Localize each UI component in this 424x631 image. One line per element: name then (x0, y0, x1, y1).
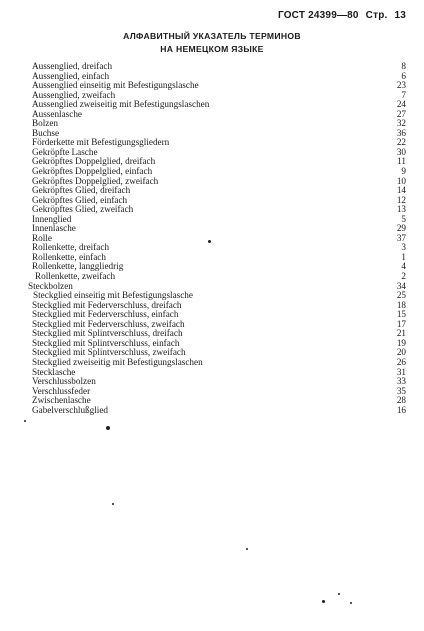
term-name: Steckglied zweiseitig mit Befestigungslaschen (32, 356, 203, 367)
index-title-line-1: АЛФАВИТНЫЙ УКАЗАТЕЛЬ ТЕРМИНОВ (123, 31, 301, 41)
term-name: Rollenkette, einfach (32, 251, 106, 262)
term-name: Steckglied mit Federverschluss, einfach (32, 309, 179, 320)
term-name: Steckglied einseitig mit Befestigungslasche (33, 290, 193, 301)
term-page-number: 9 (401, 166, 406, 177)
term-entry (32, 272, 406, 282)
term-name: Steckbolzen (28, 280, 73, 291)
term-page-number: 11 (397, 156, 406, 167)
term-page-number: 4 (401, 261, 406, 272)
term-page-number: 6 (401, 70, 406, 81)
term-page-number: 26 (396, 356, 406, 367)
term-entry (32, 119, 406, 129)
scan-speck (106, 426, 110, 430)
term-page-number: 16 (396, 404, 406, 415)
term-name: Stecklasche (32, 366, 76, 377)
term-entry (32, 110, 406, 120)
term-name: Steckglied mit Splintverschluss, einfach (32, 337, 180, 348)
term-name: Rollenkette, dreifach (32, 242, 110, 253)
term-name: Aussenglied, zweifach (32, 89, 116, 100)
scan-speck (322, 600, 325, 603)
term-page-number: 19 (396, 337, 406, 348)
term-page-number: 15 (396, 309, 406, 320)
term-name: Rolle (32, 232, 52, 243)
term-page-number: 22 (396, 137, 406, 148)
term-name: Verschlussfeder (32, 385, 91, 396)
term-entry (32, 100, 406, 110)
term-page-number: 27 (396, 108, 406, 119)
term-index-list (28, 61, 406, 415)
term-page-number: 2 (401, 271, 406, 282)
term-name: Gekröpftes Glied, zweifach (32, 204, 134, 215)
term-page-number: 5 (401, 213, 406, 224)
term-entry (32, 205, 406, 215)
term-page-number: 12 (396, 194, 406, 205)
term-entry (32, 406, 406, 416)
page-label: Стр. (365, 10, 388, 21)
term-page-number: 25 (396, 290, 406, 301)
term-name: Rollenkette, zweifach (35, 271, 116, 282)
term-name: Gekröpftes Doppelglied, dreifach (32, 156, 156, 167)
term-page-number: 20 (396, 347, 406, 358)
term-page-number: 29 (396, 223, 406, 234)
term-name: Aussenglied, dreifach (32, 61, 113, 71)
scan-speck (246, 548, 248, 550)
term-name: Gabelverschlußglied (32, 404, 109, 415)
scan-speck (338, 593, 340, 595)
term-page-number: 33 (396, 376, 406, 387)
term-page-number: 21 (396, 328, 406, 339)
term-page-number: 3 (401, 242, 406, 253)
page-header (274, 10, 406, 21)
term-name: Gekröpftes Doppelglied, einfach (32, 166, 153, 177)
term-name: Steckglied mit Splintverschluss, zweifach (32, 347, 186, 358)
term-page-number: 35 (396, 385, 406, 396)
term-name: Aussenglied zweiseitig mit Befestigungslaschen (32, 99, 210, 110)
term-page-number: 28 (396, 395, 406, 406)
index-title-line-2: НА НЕМЕЦКОМ ЯЗЫКЕ (160, 44, 264, 54)
term-name: Bolzen (32, 118, 59, 129)
page-number: 13 (394, 10, 406, 21)
scan-speck (112, 503, 114, 505)
term-entry (32, 215, 406, 225)
term-page-number: 37 (396, 232, 406, 243)
term-name: Innenglied (32, 213, 72, 224)
term-page-number: 10 (396, 175, 406, 186)
scan-speck (24, 420, 26, 422)
term-page-number: 8 (401, 61, 406, 71)
term-name: Steckglied mit Federverschluss, zweifach (32, 318, 185, 329)
term-name: Zwischenlasche (32, 395, 91, 406)
term-page-number: 18 (396, 299, 406, 310)
scan-speck (350, 602, 352, 604)
term-page-number: 17 (396, 318, 406, 329)
term-page-number: 34 (396, 280, 406, 291)
term-name: Aussenglied, einfach (32, 70, 110, 81)
term-page-number: 14 (396, 185, 406, 196)
term-page-number: 13 (396, 204, 406, 215)
term-name: Gekröpfte Lasche (32, 146, 98, 157)
term-page-number: 1 (401, 251, 406, 262)
term-page-number: 31 (396, 366, 406, 377)
term-entry (32, 224, 406, 234)
term-name: Gekröpftes Glied, dreifach (32, 185, 131, 196)
standard-number: ГОСТ 24399—80 (277, 10, 359, 21)
index-title (0, 30, 424, 56)
term-entry (32, 358, 406, 368)
term-name: Steckglied mit Splintverschluss, dreifach (32, 328, 183, 339)
term-name: Gekröpftes Glied, einfach (32, 194, 128, 205)
term-page-number: 24 (396, 99, 406, 110)
term-page-number: 30 (396, 146, 406, 157)
term-name: Innenlasche (32, 223, 76, 234)
term-page-number: 7 (401, 89, 406, 100)
term-page-number: 23 (396, 80, 406, 91)
term-name: Rollenkette, langgliedrig (32, 261, 124, 272)
term-name: Steckglied mit Federverschluss, dreifach (32, 299, 182, 310)
term-page-number: 36 (396, 127, 406, 138)
term-name: Aussenlasche (32, 108, 83, 119)
term-name: Verschlussbolzen (32, 376, 96, 387)
term-name: Buchse (32, 127, 60, 138)
term-name: Aussenglied einseitig mit Befestigungslasche (32, 80, 199, 91)
term-page-number: 32 (396, 118, 406, 129)
term-name: Förderkette mit Befestigungsgliedern (32, 137, 170, 148)
scan-speck (208, 240, 211, 243)
term-name: Gekröpftes Doppelglied, zweifach (32, 175, 159, 186)
